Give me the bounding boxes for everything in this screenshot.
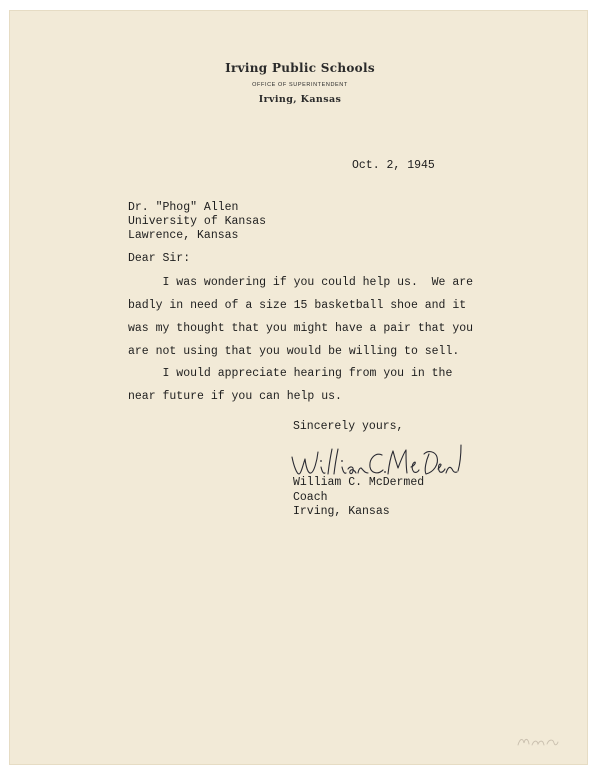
closing: Sincerely yours,	[293, 420, 404, 433]
body-line: are not using that you would be willing to sell.	[128, 345, 460, 358]
body-line: I was wondering if you could help us. We are	[128, 276, 474, 289]
body-line: badly in need of a size 15 basketball shoe and it	[128, 299, 467, 312]
letterhead-office: OFFICE OF SUPERINTENDENT	[252, 82, 348, 88]
recipient-line-1: Dr. "Phog" Allen	[128, 201, 239, 214]
signer-location: Irving, Kansas	[293, 505, 390, 518]
body-line: was my thought that you might have a pair that you	[128, 322, 474, 335]
salutation: Dear Sir:	[128, 252, 191, 265]
letter-date: Oct. 2, 1945	[352, 159, 435, 172]
pencil-archive-mark-icon	[515, 733, 560, 749]
body-line: I would appreciate hearing from you in the	[128, 367, 453, 380]
signer-name: William C. McDermed	[293, 476, 425, 489]
signer-title: Coach	[293, 491, 328, 504]
recipient-line-3: Lawrence, Kansas	[128, 229, 239, 242]
recipient-line-2: University of Kansas	[128, 215, 267, 228]
letterhead-name: Irving Public Schools	[225, 61, 375, 75]
letterhead-city: Irving, Kansas	[258, 94, 342, 105]
body-line: near future if you can help us.	[128, 390, 342, 403]
